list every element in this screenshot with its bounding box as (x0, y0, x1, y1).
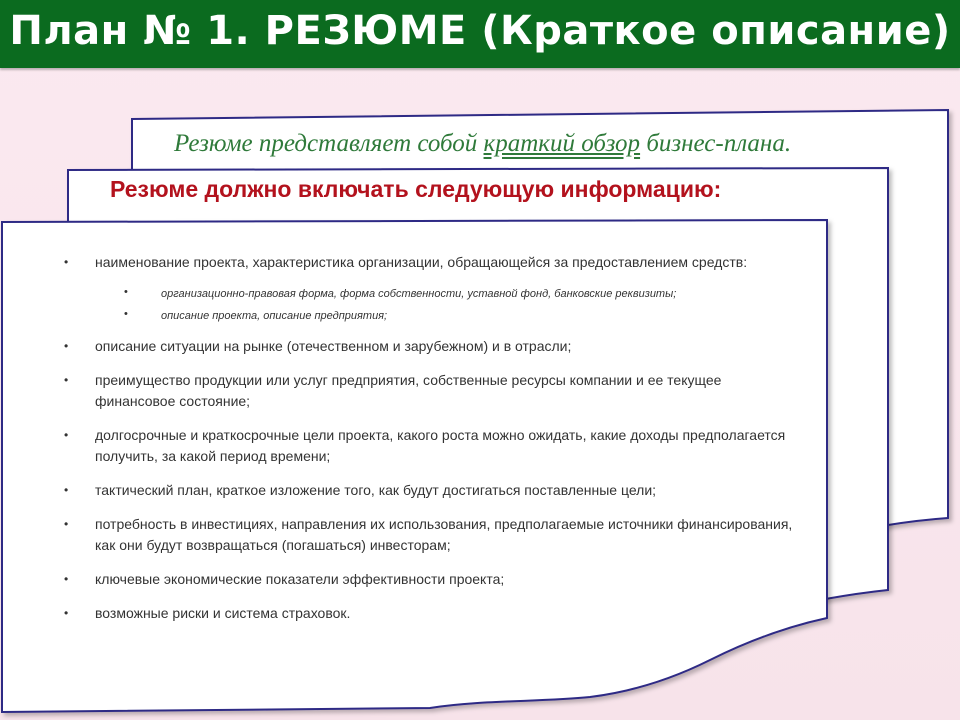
list-item: • ключевые экономические показатели эффективности проекта; (64, 569, 804, 590)
list-item: • долгосрочные и краткосрочные цели проекта, какого роста можно ожидать, какие доходы предполагается получить, за какой период времени; (64, 425, 804, 467)
sublist-item: • описание проекта, описание предприятия; (64, 308, 804, 324)
intro-sentence (174, 130, 791, 158)
sublist (64, 286, 804, 324)
intro-after: бизнес-плана. (640, 130, 792, 157)
list-item: • наименование проекта, характеристика организации, обращающейся за предоставлением средств: (64, 252, 804, 273)
list-item: • тактический план, краткое изложение того, как будут достигаться поставленные цели; (64, 480, 804, 501)
sublist-item: • организационно-правовая форма, форма собственности, уставной фонд, банковские реквизиты; (64, 286, 804, 302)
info-list (64, 252, 804, 637)
intro-underlined: краткий обзор (483, 130, 641, 157)
intro-before: Резюме представляет собой (174, 130, 484, 157)
list-item: • возможные риски и система страховок. (64, 603, 804, 624)
info-heading: Резюме должно включать следующую информацию: (110, 176, 722, 202)
list-item: • потребность в инвестициях, направления их использования, предполагаемые источники финансирования, как они будут возвращаться (погашаться) инвесторам; (64, 514, 804, 556)
list-item: • описание ситуации на рынке (отечественном и зарубежном) и в отрасли; (64, 336, 804, 357)
list-item: • преимущество продукции или услуг предприятия, собственные ресурсы компании и ее текущее финансовое состояние; (64, 370, 804, 412)
page-title: План № 1. РЕЗЮМЕ (Краткое описание) (9, 8, 951, 54)
